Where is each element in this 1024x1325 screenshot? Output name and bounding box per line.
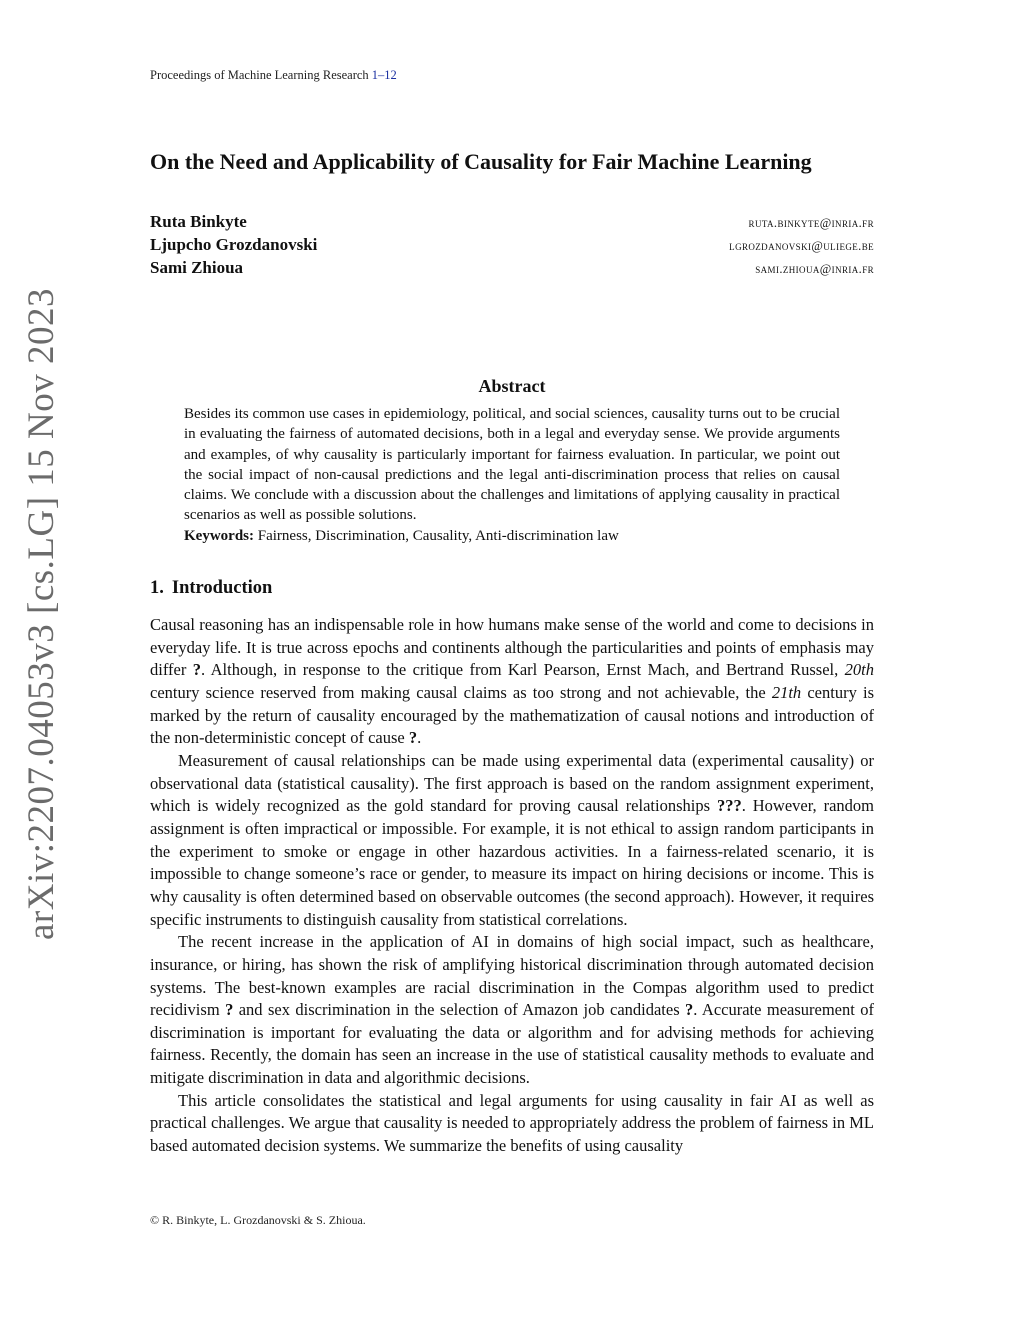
paragraph: This article consolidates the statistical and legal arguments for using causality in fair AI as well as practical challenges. We argue that causality is needed to appropriately address the problem of fairness in ML based automated decision systems. We summarize the benefits of using causality [150,1090,874,1156]
keywords-line [184,526,840,546]
author-name: Ljupcho Grozdanovski [150,235,318,254]
section-number: 1. [150,578,164,598]
abstract-body [184,404,840,546]
paragraph: Causal reasoning has an indispensable role in how humans make sense of the world and come to decisions in everyday life. It is true across epochs and continents although the particularities and points of emphasis may differ ?. Although, in response to the critique from Karl Pearson, Ernst Mach, and Bertrand Russel, 20th century science reserved from making causal claims as too strong and not achievable, the 21th century is marked by the return of causality encouraged by the mathematization of causal notions and introduction of the non-deterministic concept of cause ?. [150,615,874,748]
running-header [150,68,397,83]
journal-name: Proceedings of Machine Learning Research [150,68,369,82]
citation-link[interactable]: ? [408,728,418,748]
introduction-text [150,614,874,1158]
author-block [150,212,874,281]
author-name: Ruta Binkyte [150,212,247,231]
author-email: sami.zhioua@inria.fr [755,262,874,276]
paper-title: On the Need and Applicability of Causality for Fair Machine Learning [150,149,812,174]
paragraph: Measurement of causal relationships can be made using experimental data (experimental causality) or observational data (statistical causality). The first approach is based on the random assignment experiment, which is widely recognized as the gold standard for proving causal relationships ???. However, random assignment is often impractical or impossible. For example, it is not ethical to assign random participants in the experiment to smoke or engage in other hazardous activities. In a fairness-related scenario, it is impossible to change someone’s race or gender, to measure its impact on hiring decisions or income. This is why causality is often determined based on observable outcomes (the second approach). However, it requires specific instruments to distinguish causality from statistical correlations. [150,750,874,929]
author-name: Sami Zhioua [150,258,244,277]
author-email: lgrozdanovski@uliege.be [729,239,874,253]
math-inline: 21th [771,682,802,702]
author-row [150,212,874,235]
section-heading-introduction [150,578,272,599]
author-row [150,235,874,258]
math-inline: 20th [844,660,874,680]
citation-link[interactable]: ? [685,1000,694,1020]
section-title: Introduction [171,578,273,598]
keywords-list: Fairness, Discrimination, Causality, Anti-discrimination law [257,527,619,544]
copyright-footer: © R. Binkyte, L. Grozdanovski & S. Zhioua. [150,1213,366,1227]
abstract-heading: Abstract [478,376,546,396]
keywords-label: Keywords: [184,527,254,544]
arxiv-identifier-stamp: arXiv:2207.04053v3 [cs.LG] 15 Nov 2023 [21,287,62,940]
author-row [150,258,874,281]
citation-link[interactable]: ? [225,1000,234,1020]
paragraph: The recent increase in the application of AI in domains of high social impact, such as healthcare, insurance, or hiring, has shown the risk of amplifying historical discrimination through automated decision systems. The best-known examples are racial discrimination in the Compas algorithm used to predict recidivism ? and sex discrimination in the selection of Amazon job candidates ?. Accurate measurement of discrimination is important for evaluating the data or algorithm and for advising methods for achieving fairness. Recently, the domain has seen an increase in the use of statistical causality methods to evaluate and mitigate discrimination in data and algorithmic decisions. [150,932,874,1088]
author-email: ruta.binkyte@inria.fr [748,216,874,230]
page-range-link[interactable]: 1–12 [371,68,397,82]
abstract-text: Besides its common use cases in epidemiology, political, and social sciences, causality turns out to be crucial in evaluating the fairness of automated decisions, both in a legal and everyday sense. We provide arguments and examples, of why causality is particularly important for fairness evaluation. In particular, we point out the social impact of non-causal predictions and the legal anti-discrimination process that relies on causal claims. We conclude with a discussion about the challenges and limitations of applying causality in practical scenarios as well as possible solutions. [184,406,840,524]
citation-link[interactable]: ? [192,660,201,680]
citation-link[interactable]: ??? [716,796,742,816]
